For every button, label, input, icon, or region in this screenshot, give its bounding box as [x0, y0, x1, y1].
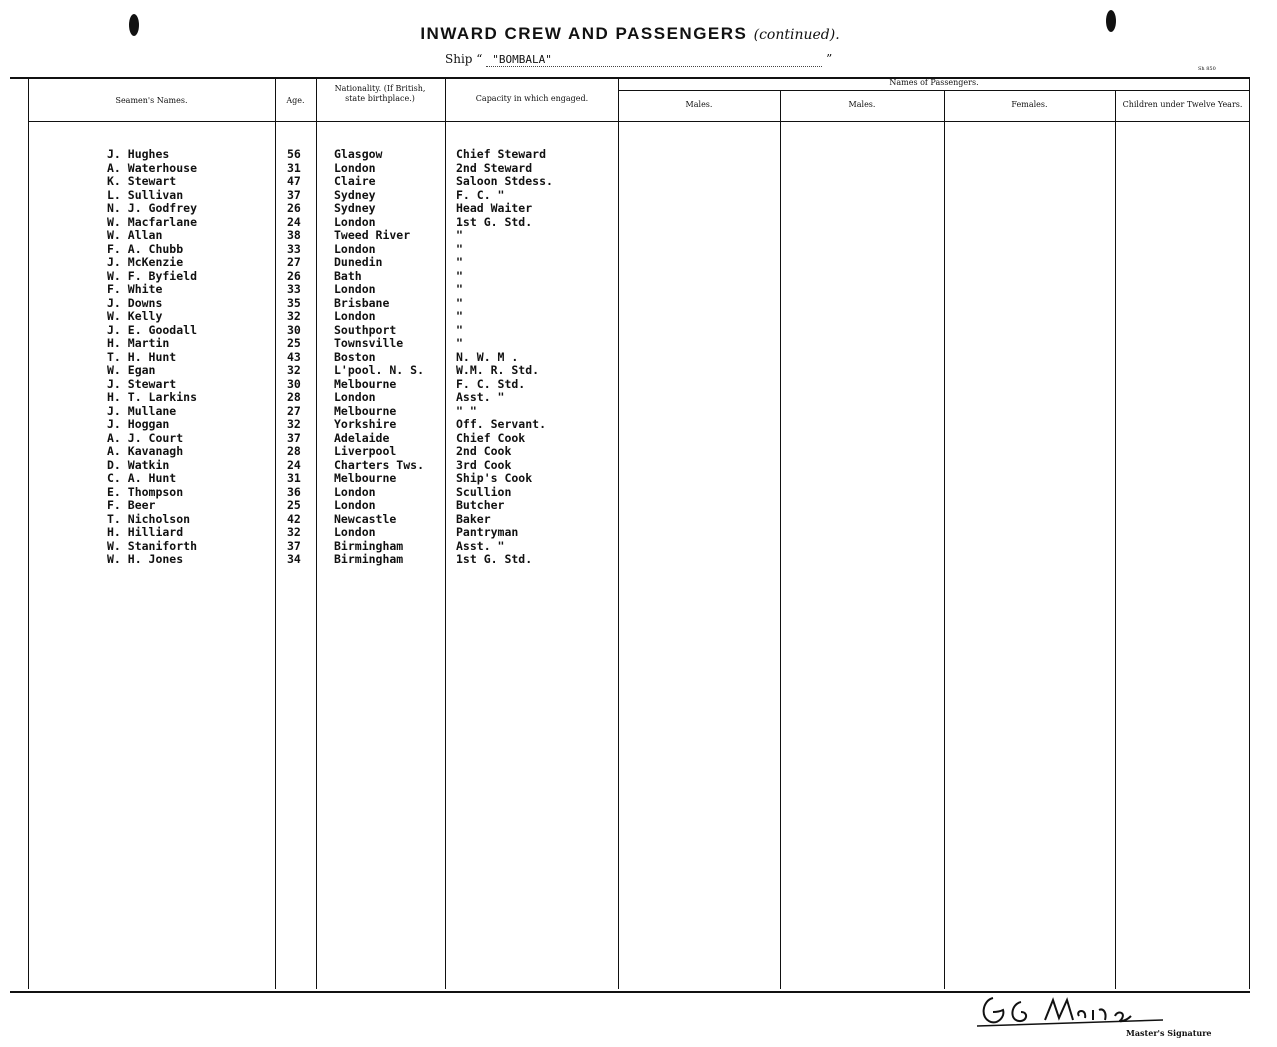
crew-nationality: Melbourne [334, 471, 397, 485]
crew-capacity: Off. Servant. [456, 417, 547, 431]
crew-age: 28 [287, 390, 301, 404]
crew-nationality: Yorkshire [334, 417, 397, 431]
crew-nationality: Sydney [334, 201, 376, 215]
crew-age: 32 [287, 525, 301, 539]
crew-capacity: " [456, 322, 463, 337]
col-divider-passengers [618, 79, 619, 989]
col-divider-children [1115, 91, 1116, 989]
crew-name: N. J. Godfrey [107, 201, 198, 215]
crew-capacity: 2nd Cook [456, 444, 512, 458]
crew-capacity: Pantryman [456, 525, 519, 539]
crew-age: 47 [287, 174, 301, 188]
ship-label: Ship [445, 52, 473, 66]
crew-age: 30 [287, 376, 301, 391]
title-suffix: (continued). [753, 27, 840, 43]
crew-nationality: Melbourne [334, 376, 397, 391]
crew-name: T. Nicholson [107, 511, 191, 526]
crew-age: 37 [287, 430, 301, 445]
crew-capacity: " [456, 295, 463, 310]
crew-age: 24 [287, 457, 301, 472]
crew-nationality: London [334, 214, 376, 229]
crew-age: 26 [287, 201, 301, 215]
crew-name: W. H. Jones [107, 552, 184, 566]
crew-age: 27 [287, 255, 301, 269]
ship-open-quote: “ [476, 52, 483, 66]
crew-age: 31 [287, 471, 301, 485]
crew-age: 37 [287, 538, 301, 553]
crew-age: 25 [287, 498, 301, 512]
col-divider-right [1249, 79, 1250, 989]
crew-capacity: Scullion [456, 484, 512, 499]
master-signature [975, 990, 1165, 1032]
crew-capacity: Asst. " [456, 390, 505, 404]
crew-capacity: Baker [456, 511, 491, 526]
crew-age: 42 [287, 511, 301, 526]
crew-name: J. Stewart [107, 376, 177, 391]
crew-name: A. Kavanagh [107, 444, 184, 458]
crew-age: 36 [287, 484, 301, 499]
crew-capacity: 2nd Steward [456, 160, 533, 175]
crew-capacity: " [456, 282, 463, 296]
crew-nationality: Boston [334, 349, 376, 364]
crew-nationality: Adelaide [334, 430, 390, 445]
header-males-2: Males. [848, 100, 876, 109]
crew-capacity: Ship's Cook [456, 471, 533, 485]
crew-name: F. A. Chubb [107, 241, 184, 256]
crew-name: T. H. Hunt [107, 349, 177, 364]
crew-nationality: Dunedin [334, 255, 383, 269]
crew-capacity: 1st G. Std. [456, 552, 533, 566]
crew-age: 33 [287, 241, 301, 256]
crew-age: 43 [287, 349, 301, 364]
crew-nationality: Charters Tws. [334, 457, 425, 472]
crew-nationality: Southport [334, 322, 397, 337]
header-capacity: Capacity in which engaged. [475, 94, 589, 103]
header-children: Children under Twelve Years. [1122, 100, 1243, 109]
crew-name: C. A. Hunt [107, 471, 177, 485]
header-seamen-names: Seamen's Names. [115, 96, 188, 105]
crew-name: F. Beer [107, 498, 156, 512]
crew-name: W. Macfarlane [107, 214, 198, 229]
passenger-subheader-rule [618, 90, 1250, 91]
crew-age: 26 [287, 268, 301, 283]
crew-capacity: Chief Cook [456, 430, 526, 445]
crew-name: W. Allan [107, 228, 163, 242]
crew-age: 34 [287, 552, 301, 566]
col-divider-nationality [316, 79, 317, 989]
column-age [287, 148, 301, 567]
crew-capacity: N. W. M . [456, 349, 519, 364]
column-nationality [334, 148, 424, 567]
crew-capacity: " [456, 268, 463, 283]
crew-name: H. Hilliard [107, 525, 184, 539]
crew-name: A. J. Court [107, 430, 184, 445]
crew-name: W. F. Byfield [107, 268, 198, 283]
crew-capacity: " [456, 241, 463, 256]
ship-line [445, 52, 832, 67]
crew-nationality: Townsville [334, 336, 404, 350]
crew-name: A. Waterhouse [107, 160, 198, 175]
crew-name: F. White [107, 282, 163, 296]
crew-nationality: London [334, 309, 376, 323]
crew-name: J. Hoggan [107, 417, 170, 431]
crew-nationality: Claire [334, 174, 376, 188]
col-divider-males2 [780, 91, 781, 989]
col-divider-females [944, 91, 945, 989]
crew-capacity: " [456, 336, 463, 350]
crew-nationality: Melbourne [334, 403, 397, 418]
crew-age: 33 [287, 282, 301, 296]
crew-age: 28 [287, 444, 301, 458]
crew-age: 32 [287, 363, 301, 377]
crew-age: 35 [287, 295, 301, 310]
header-nationality: Nationality. (If British, state birthplace.) [334, 84, 426, 103]
crew-age: 38 [287, 228, 301, 242]
crew-age: 27 [287, 403, 301, 418]
crew-name: K. Stewart [107, 174, 177, 188]
crew-capacity: Chief Steward [456, 147, 547, 161]
crew-nationality: Sydney [334, 187, 376, 202]
crew-name: W. Kelly [107, 309, 163, 323]
crew-age: 32 [287, 417, 301, 431]
crew-age: 25 [287, 336, 301, 350]
crew-nationality: Birmingham [334, 538, 404, 553]
crew-nationality: London [334, 241, 376, 256]
crew-capacity: " [456, 228, 463, 242]
crew-capacity: 1st G. Std. [456, 214, 533, 229]
crew-name: E. Thompson [107, 484, 184, 499]
crew-age: 32 [287, 309, 301, 323]
crew-nationality: Bath [334, 268, 362, 283]
column-capacity [456, 148, 553, 567]
ship-close-quote: ” [826, 52, 833, 66]
crew-nationality: Newcastle [334, 511, 397, 526]
crew-nationality: L'pool. N. S. [334, 363, 425, 377]
master-signature-label: Master's Signature [1126, 1028, 1212, 1038]
crew-nationality: London [334, 498, 376, 512]
crew-name: J. Mullane [107, 403, 177, 418]
crew-nationality: London [334, 390, 376, 404]
crew-nationality: Brisbane [334, 295, 390, 310]
crew-name: D. Watkin [107, 457, 170, 472]
column-seamen-names [107, 148, 197, 567]
header-names-of-passengers: Names of Passengers. [889, 78, 979, 87]
crew-nationality: Liverpool [334, 444, 397, 458]
page-title [0, 24, 1260, 44]
crew-name: J. Hughes [107, 147, 170, 161]
crew-age: 30 [287, 322, 301, 337]
crew-capacity: " [456, 255, 463, 269]
crew-capacity: W.M. R. Std. [456, 363, 540, 377]
col-divider-capacity [445, 79, 446, 989]
crew-capacity: Saloon Stdess. [456, 174, 553, 188]
crew-capacity: Asst. " [456, 538, 505, 553]
crew-capacity: " " [456, 403, 477, 418]
crew-nationality: Glasgow [334, 147, 383, 161]
crew-age: 31 [287, 160, 301, 175]
crew-nationality: London [334, 282, 376, 296]
crew-capacity: F. C. Std. [456, 376, 526, 391]
crew-name: L. Sullivan [107, 187, 184, 202]
crew-age: 56 [287, 147, 301, 161]
crew-name: H. Martin [107, 336, 170, 350]
crew-name: J. E. Goodall [107, 322, 198, 337]
crew-name: W. Staniforth [107, 538, 198, 553]
crew-nationality: London [334, 484, 376, 499]
crew-capacity: Butcher [456, 498, 505, 512]
crew-nationality: Tweed River [334, 228, 411, 242]
crew-capacity: 3rd Cook [456, 457, 512, 472]
crew-nationality: Birmingham [334, 552, 404, 566]
crew-age: 24 [287, 214, 301, 229]
header-age: Age. [286, 96, 305, 105]
crew-name: W. Egan [107, 363, 156, 377]
crew-nationality: London [334, 525, 376, 539]
crew-name: J. McKenzie [107, 255, 184, 269]
header-males-1: Males. [685, 100, 713, 109]
crew-capacity: Head Waiter [456, 201, 533, 215]
crew-capacity: F. C. " [456, 187, 505, 202]
col-divider-left [28, 79, 29, 989]
header-females: Females. [1011, 100, 1048, 109]
form-number: Sh 850 [1198, 66, 1216, 72]
crew-nationality: London [334, 160, 376, 175]
crew-name: J. Downs [107, 295, 163, 310]
title-text: INWARD CREW AND PASSENGERS [420, 24, 748, 43]
col-divider-age [275, 79, 276, 989]
ship-name: "BOMBALA" [486, 54, 822, 67]
crew-age: 37 [287, 187, 301, 202]
crew-name: H. T. Larkins [107, 390, 198, 404]
header-bottom-rule [28, 121, 1250, 122]
crew-capacity: " [456, 309, 463, 323]
